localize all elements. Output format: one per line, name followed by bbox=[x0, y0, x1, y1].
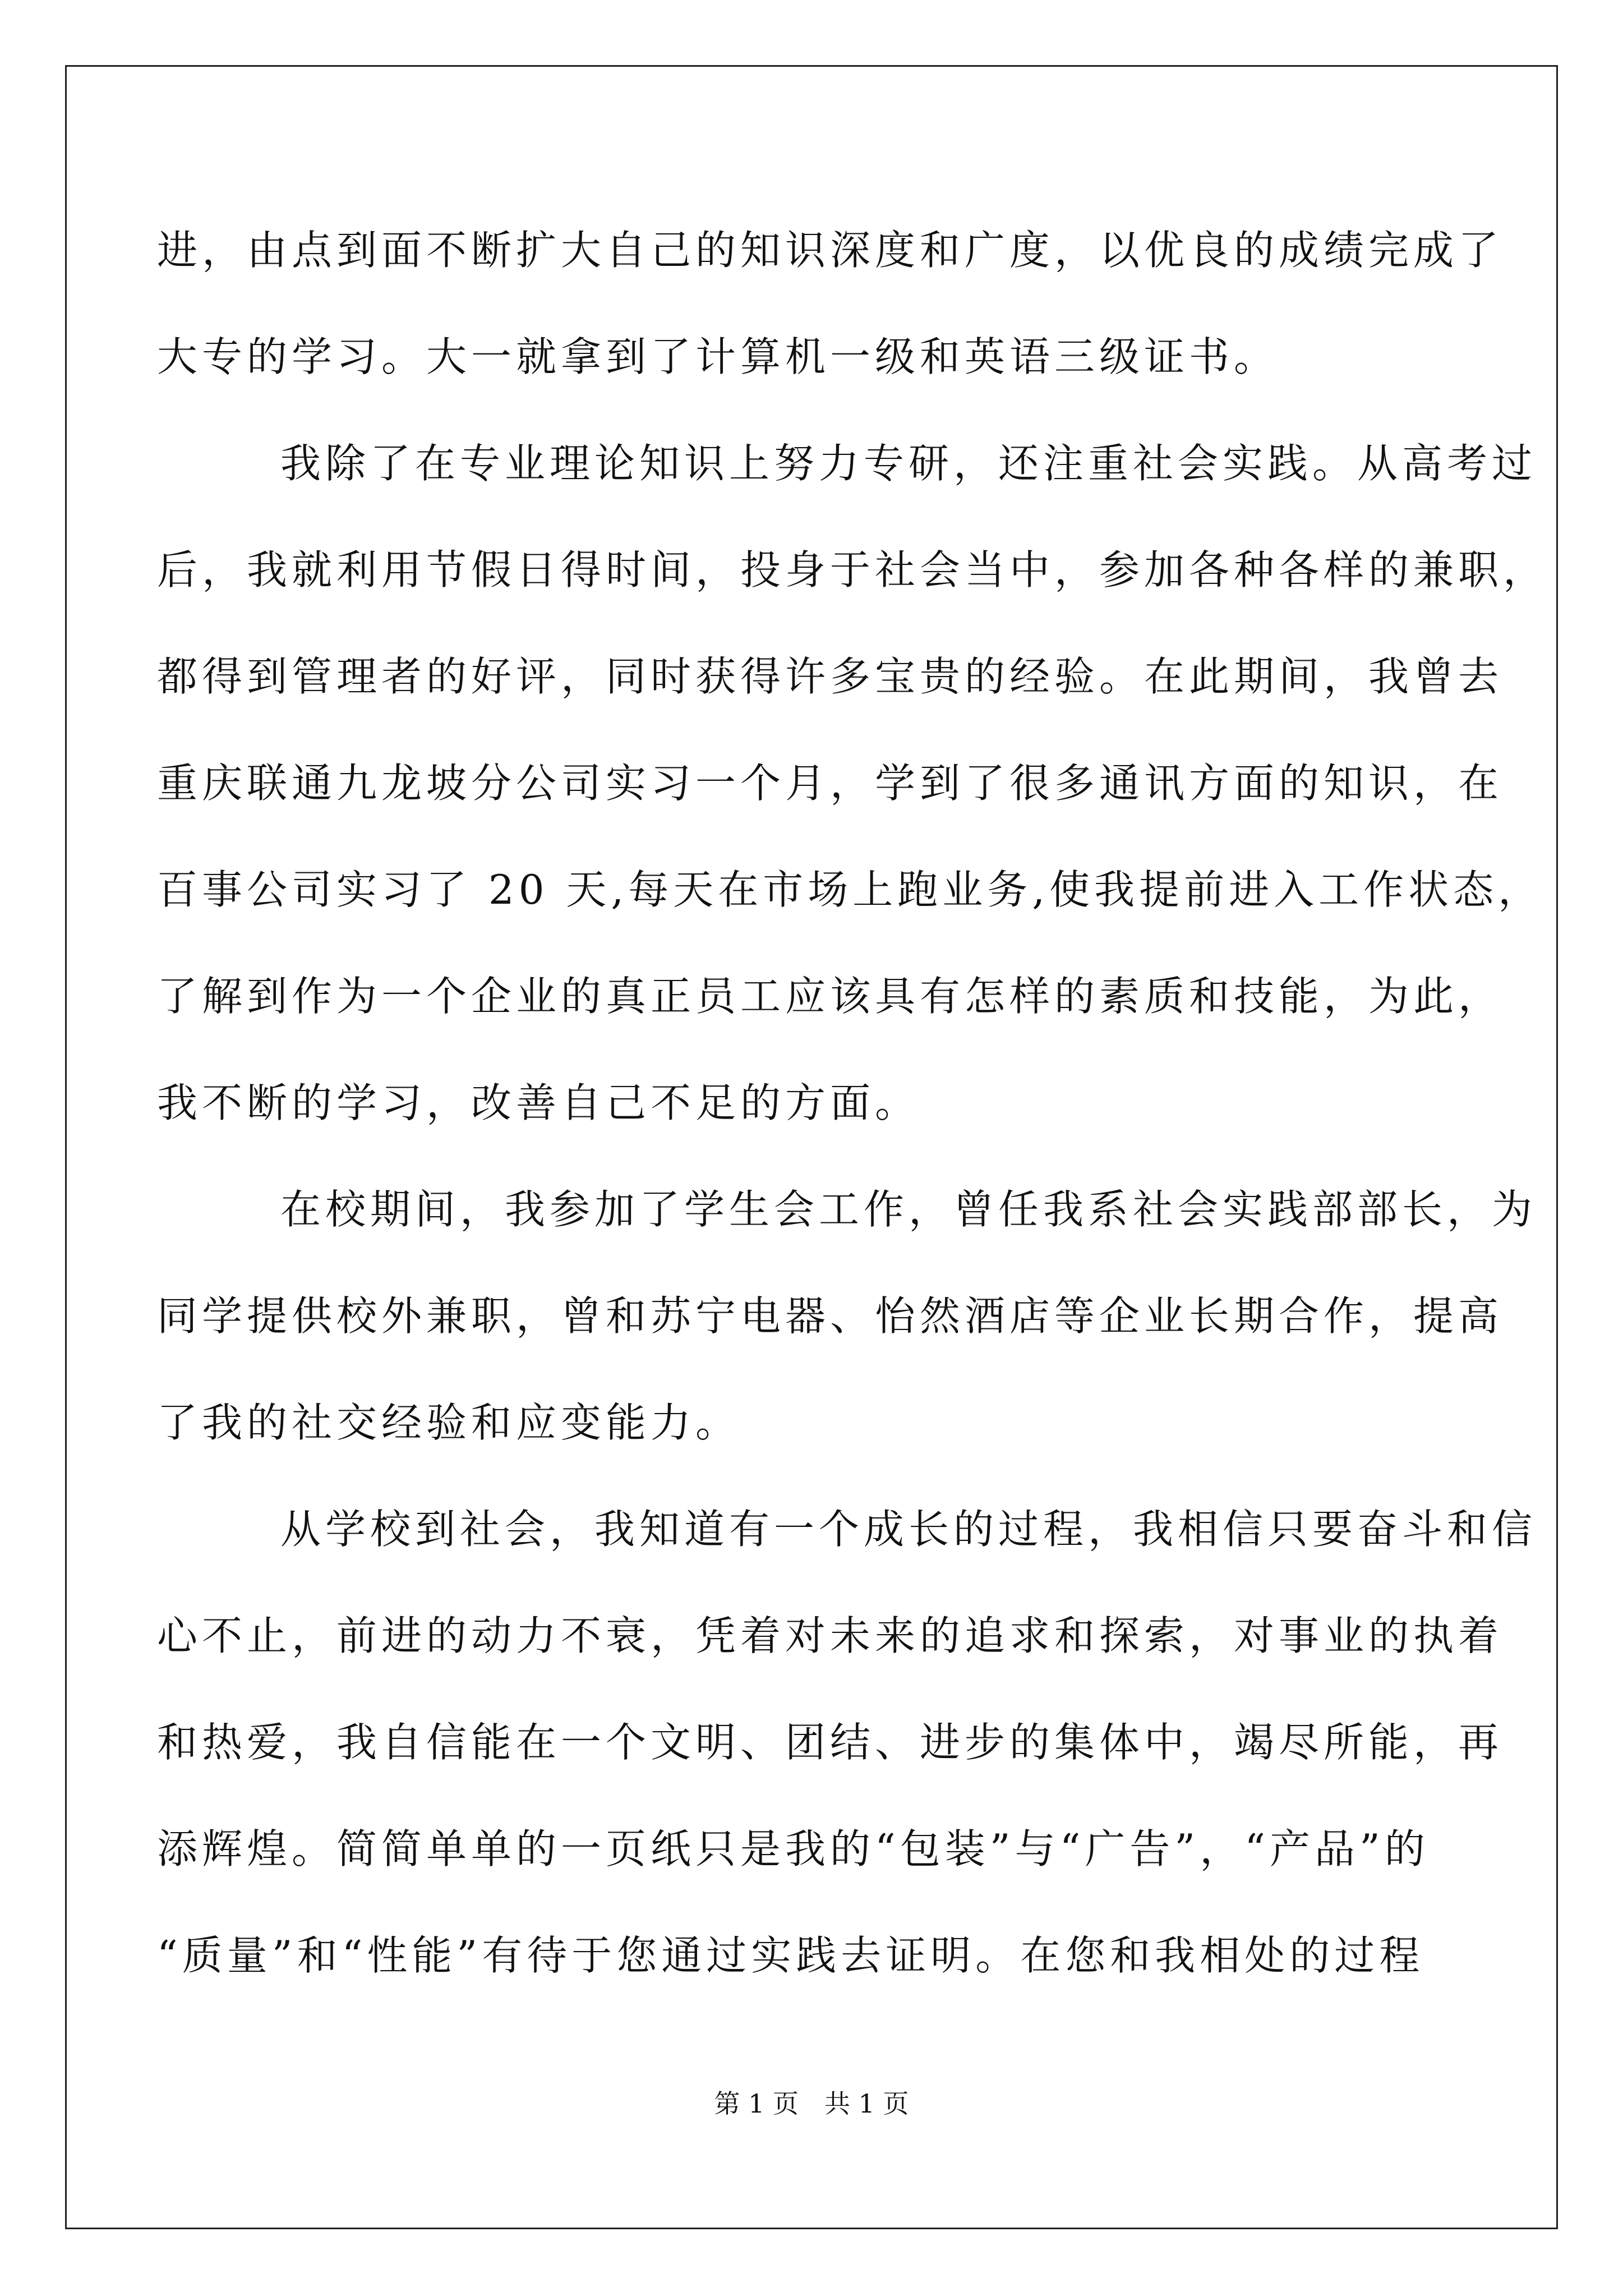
paragraph-line: “质量”和“性能”有待于您通过实践去证明。在您和我相处的过程 bbox=[157, 1932, 1424, 1979]
paragraph-line: 了解到作为一个企业的真正员工应该具有怎样的素质和技能，为此， bbox=[157, 973, 1504, 1020]
paragraph-line: 大专的学习。大一就拿到了计算机一级和英语三级证书。 bbox=[157, 333, 1279, 380]
page-number: 第 1 页 共 1 页 bbox=[714, 2088, 909, 2119]
page-border bbox=[65, 65, 1558, 2229]
paragraph-line: 百事公司实习了 20 天,每天在市场上跑业务,使我提前进入工作状态， bbox=[157, 866, 1543, 913]
paragraph-line: 添辉煌。简简单单的一页纸只是我的“包装”与“广告”，“产品”的 bbox=[157, 1825, 1430, 1872]
paragraph-line: 进，由点到面不断扩大自己的知识深度和广度，以优良的成绩完成了 bbox=[157, 227, 1504, 274]
paragraph-line: 在校期间，我参加了学生会工作，曾任我系社会实践部部长，为 bbox=[280, 1186, 1537, 1233]
paragraph-line: 都得到管理者的好评，同时获得许多宝贵的经验。在此期间，我曾去 bbox=[157, 653, 1504, 700]
paragraph-line: 我除了在专业理论知识上努力专研，还注重社会实践。从高考过 bbox=[280, 440, 1537, 487]
paragraph-line: 从学校到社会，我知道有一个成长的过程，我相信只要奋斗和信 bbox=[280, 1506, 1537, 1553]
paragraph-line: 了我的社交经验和应变能力。 bbox=[157, 1399, 741, 1446]
paragraph-line: 后，我就利用节假日得时间，投身于社会当中，参加各种各样的兼职， bbox=[157, 546, 1548, 593]
paragraph-line: 和热爱，我自信能在一个文明、团结、进步的集体中，竭尽所能，再 bbox=[157, 1719, 1504, 1766]
paragraph-line: 心不止，前进的动力不衰，凭着对未来的追求和探索，对事业的执着 bbox=[157, 1612, 1504, 1659]
paragraph-line: 我不断的学习，改善自己不足的方面。 bbox=[157, 1079, 920, 1126]
paragraph-line: 重庆联通九龙坡分公司实习一个月，学到了很多通讯方面的知识，在 bbox=[157, 760, 1504, 807]
paragraph-line: 同学提供校外兼职，曾和苏宁电器、怡然酒店等企业长期合作，提高 bbox=[157, 1292, 1504, 1340]
